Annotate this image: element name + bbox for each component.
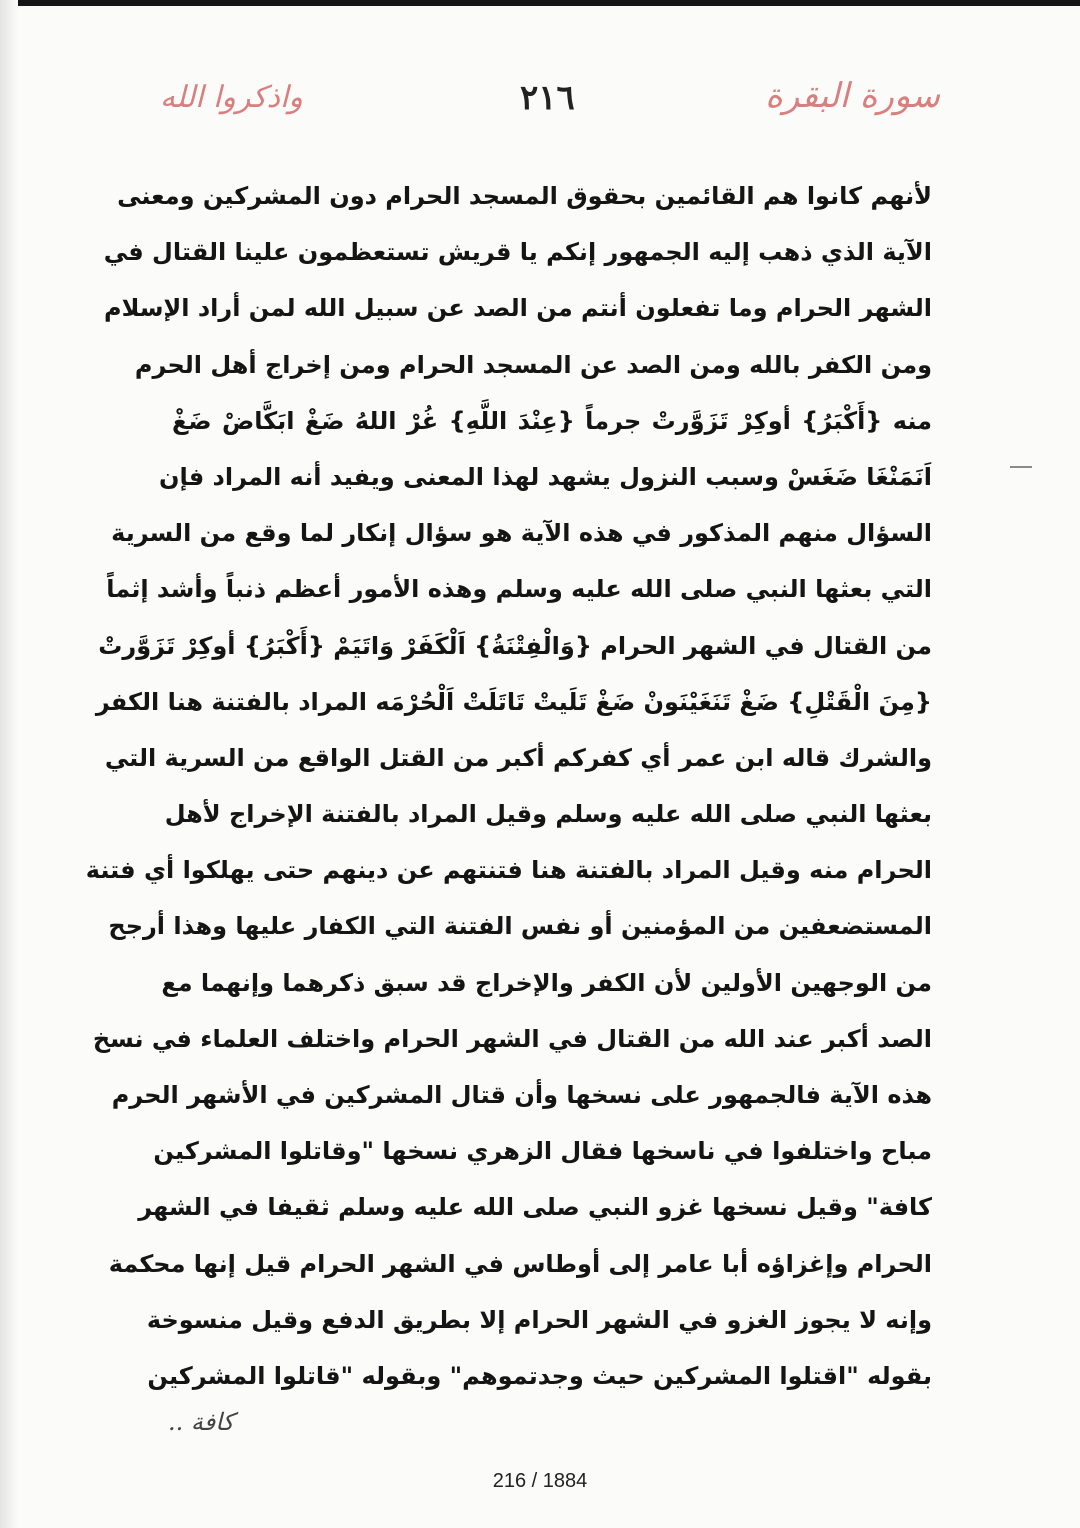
text-line: بعثها النبي صلى الله عليه وسلم وقيل المراد بالفتنة الإخراج لأهل xyxy=(164,800,932,829)
page-counter: 216 / 1884 xyxy=(492,1470,588,1492)
body-text xyxy=(85,168,932,1404)
text-line: هذه الآية فالجمهور على نسخها وأن قتال المشركين في الأشهر الحرم xyxy=(111,1081,932,1109)
text-line: الآية الذي ذهب إليه الجمهور إنكم يا قريش تستعظمون علينا القتال في xyxy=(103,238,932,267)
margin-tick-mark xyxy=(1010,466,1032,468)
catchword: واذكروا الله xyxy=(160,80,303,115)
text-line: ومن الكفر بالله ومن الصد عن المسجد الحرام ومن إخراج أهل الحرم xyxy=(134,350,932,379)
text-line: لأنهم كانوا هم القائمين بحقوق المسجد الحرام دون المشركين ومعنى xyxy=(117,182,932,210)
text-line: الشهر الحرام وما تفعلون أنتم من الصد عن سبيل الله لمن أراد الإسلام xyxy=(104,294,932,323)
text-line: اَنَمَنْغَا ضَغَسْ وسبب النزول يشهد لهذا المعنى ويفيد أنه المراد فإن xyxy=(158,462,932,491)
page-number: ٢١٦ xyxy=(520,78,575,118)
text-line: والشرك قاله ابن عمر أي كفركم أكبر من القتل الواقع من السرية التي xyxy=(104,743,932,772)
text-line: من الوجهين الأولين لأن الكفر والإخراج قد سبق ذكرهما وإنهما مع xyxy=(161,968,932,997)
text-line: الحرام وإغزاؤه أبا عامر إلى أوطاس في الشهر الحرام قيل إنها محكمة xyxy=(108,1249,932,1278)
page-header xyxy=(150,72,940,132)
text-line: كافة" وقيل نسخها غزو النبي صلى الله عليه وسلم ثقيفا في الشهر xyxy=(138,1193,932,1222)
text-line: مباح واختلفوا في ناسخها فقال الزهري نسخها "وقاتلوا المشركين xyxy=(153,1137,932,1166)
text-line: بقوله "اقتلوا المشركين حيث وجدتموهم" وبقوله "قاتلوا المشركين xyxy=(147,1361,932,1390)
text-line: وإنه لا يجوز الغزو في الشهر الحرام إلا بطريق الدفع وقيل منسوخة xyxy=(146,1305,932,1334)
text-line: السؤال منهم المذكور في هذه الآية هو سؤال إنكار لما وقع من السرية xyxy=(111,519,932,548)
text-line: الحرام منه وقيل المراد بالفتنة هنا فتنتهم عن دينهم حتى يهلكوا أي فتنة xyxy=(85,856,932,885)
text-line: من القتال في الشهر الحرام {وَالْفِتْنَةُ} اَلْكَفَرْ وَاتَيَمْ {أَكْبَرُ} أوكِرْ تَزَوَّرتْ xyxy=(98,631,932,660)
text-line: التي بعثها النبي صلى الله عليه وسلم وهذه الأمور أعظم ذنباً وأشد إثماً xyxy=(106,575,932,604)
text-line: منه {أَكْبَرُ} أوكِرْ تَزَوَّرتْ جرماً {عِنْدَ اللَّهِ} غُرْ اللهُ ضَغْ ابَكَّاضْ ضَغْ xyxy=(172,406,932,435)
text-line: الصد أكبر عند الله من القتال في الشهر الحرام واختلف العلماء في نسخ xyxy=(92,1024,932,1053)
scan-left-edge xyxy=(0,0,18,1528)
margin-note: كافة .. xyxy=(168,1408,234,1436)
surah-label: سورة البقرة xyxy=(765,76,940,116)
scan-top-edge xyxy=(0,0,1080,6)
text-line: المستضعفين من المؤمنين أو نفس الفتنة التي الكفار عليها وهذا أرجح xyxy=(108,912,932,941)
text-line: {مِنَ الْقَتْلِ} ضَغْ تَنَغَيْنَونْ ضَغْ تَلَيتْ تَاتَلَتْ اَلْحُرْمَه المراد بالفتنة هنا الكفر xyxy=(95,687,932,716)
